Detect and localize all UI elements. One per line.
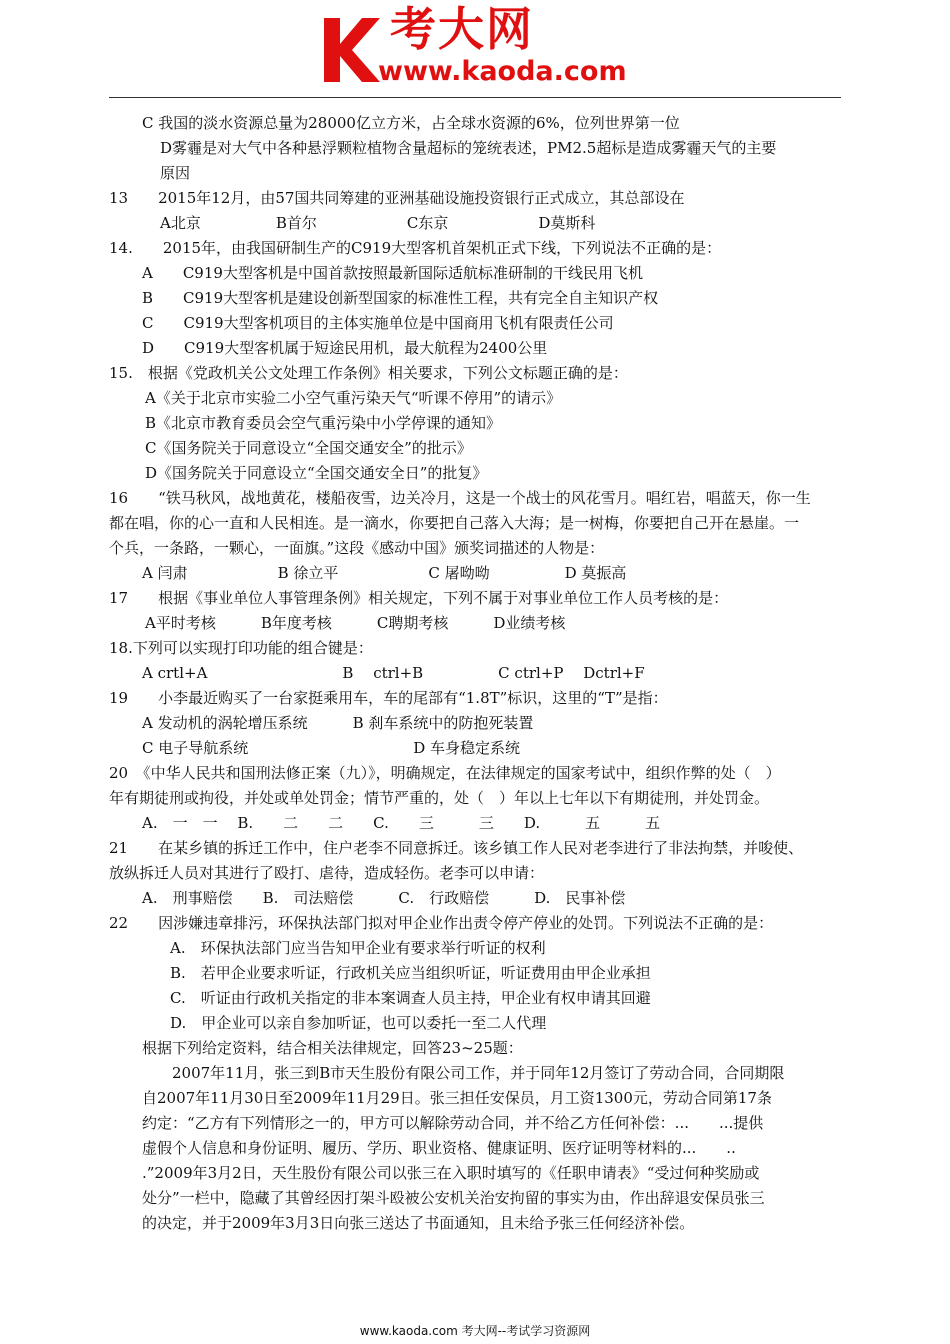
text-line: C 我国的淡水资源总量为28000亿立方米，占全球水资源的6%，位列世界第一位 xyxy=(142,114,680,132)
text-line: 自2007年11月30日至2009年11月29日。张三担任安保员，月工资1300元，劳动合同第17条 xyxy=(142,1089,772,1107)
text-line: 放纵拆迁人员对其进行了殴打、虐待，造成轻伤。老李可以申请： xyxy=(109,864,545,882)
text-line: 16 “铁马秋风，战地黄花，楼船夜雪，边关冷月，这是一个战士的风花雪月。唱红岩，唱蓝天，你一生 xyxy=(109,489,811,507)
page-footer: www.kaoda.com 考大网--考试学习资源网 xyxy=(359,1324,591,1338)
text-line: A 闫肃 B 徐立平 C 屠呦呦 D 莫振高 xyxy=(142,564,627,582)
text-line: A. 刑事赔偿 B. 司法赔偿 C. 行政赔偿 D. 民事补偿 xyxy=(142,889,626,907)
text-line: A北京 B首尔 C东京 D莫斯科 xyxy=(160,214,596,232)
text-line: 19 小李最近购买了一台家挺乘用车，车的尾部有“1.8T”标识，这里的“T”是指： xyxy=(109,689,668,707)
text-line: C. 听证由行政机关指定的非本案调查人员主持，甲企业有权申请其回避 xyxy=(170,989,651,1007)
text-line: 约定：“乙方有下列情形之一的，甲方可以解除劳动合同，并不给乙方任何补偿：... ...提供 xyxy=(142,1114,764,1132)
logo-chinese-name: 考大网 xyxy=(390,2,534,56)
text-line: A. 一 一 B. 二 二 C. 三 三 D. 五 五 xyxy=(142,814,661,832)
text-line: 虚假个人信息和身份证明、履历、学历、职业资格、健康证明、医疗证明等材料的... .. xyxy=(142,1139,736,1157)
text-line: 原因 xyxy=(160,164,191,182)
text-line: A 发动机的涡轮增压系统 B 刹车系统中的防抱死装置 xyxy=(142,714,534,732)
text-line: A. 环保执法部门应当告知甲企业有要求举行听证的权利 xyxy=(170,939,546,957)
text-line: B《北京市教育委员会空气重污染中小学停课的通知》 xyxy=(145,414,502,432)
text-line: C《国务院关于同意设立“全国交通安全”的批示》 xyxy=(145,439,472,457)
text-line: C C919大型客机项目的主体实施单位是中国商用飞机有限责任公司 xyxy=(142,314,614,332)
text-line: 都在唱，你的心一直和人民相连。是一滴水，你要把自己落入大海；是一树梅，你要把自己开在悬崖。一 xyxy=(109,514,800,532)
text-line: 个兵，一条路，一颗心，一面旗。”这段《感动中国》颁奖词描述的人物是： xyxy=(109,539,605,557)
text-line: D《国务院关于同意设立“全国交通安全日”的批复》 xyxy=(145,464,488,482)
text-line: C 电子导航系统 D 车身稳定系统 xyxy=(142,739,521,757)
text-line: 年有期徒刑或拘役，并处或单处罚金；情节严重的，处（ ）年以上七年以下有期徒刑，并处罚金。 xyxy=(109,789,770,807)
text-line: B. 若甲企业要求听证，行政机关应当组织听证，听证费用由甲企业承担 xyxy=(170,964,651,982)
page-header xyxy=(0,0,950,100)
text-line: A C919大型客机是中国首款按照最新国际适航标准研制的干线民用飞机 xyxy=(142,264,643,282)
text-line: 20 《中华人民共和国刑法修正案（九）》，明确规定，在法律规定的国家考试中，组织作弊的处（ ） xyxy=(109,764,781,782)
text-line: 处分”一栏中，隐藏了其曾经因打架斗殴被公安机关治安拘留的事实为由，作出辞退安保员张三 xyxy=(142,1189,765,1207)
kaoda-logo-icon xyxy=(318,14,382,86)
text-line: 17 根据《事业单位人事管理条例》相关规定，下列不属于对事业单位工作人员考核的是： xyxy=(109,589,729,607)
header-divider xyxy=(109,97,841,98)
text-line: 22 因涉嫌违章排污，环保执法部门拟对甲企业作出责令停产停业的处罚。下列说法不正确的是： xyxy=(109,914,774,932)
text-line: 根据下列给定资料，结合相关法律规定，回答23~25题： xyxy=(142,1039,523,1057)
logo-url: www.kaoda.com xyxy=(378,56,627,87)
text-line: D C919大型客机属于短途民用机，最大航程为2400公里 xyxy=(142,339,548,357)
text-line: A crtl+A B ctrl+B C ctrl+P Dctrl+F xyxy=(142,664,645,682)
text-line: 18.下列可以实现打印功能的组合键是： xyxy=(109,639,373,657)
text-line: 14. 2015年，由我国研制生产的C919大型客机首架机正式下线，下列说法不正确的是： xyxy=(109,239,722,257)
text-line: D雾霾是对大气中各种悬浮颗粒植物含量超标的笼统表述，PM2.5超标是造成雾霾天气的主要 xyxy=(160,139,777,157)
text-line: 13 2015年12月，由57国共同筹建的亚洲基础设施投资银行正式成立，其总部设在 xyxy=(109,189,685,207)
text-line: D. 甲企业可以亲自参加听证，也可以委托一至二人代理 xyxy=(170,1014,547,1032)
text-line: .”2009年3月2日，天生股份有限公司以张三在入职时填写的《任职申请表》“受过何种奖励或 xyxy=(142,1164,760,1182)
text-line: 的决定，并于2009年3月3日向张三送达了书面通知，且未给予张三任何经济补偿。 xyxy=(142,1214,695,1232)
text-line: A《关于北京市实验二小空气重污染天气“听课不停用”的请示》 xyxy=(145,389,562,407)
text-line: 21 在某乡镇的拆迁工作中，住户老李不同意拆迁。该乡镇工作人民对老李进行了非法拘禁，并唆使、 xyxy=(109,839,804,857)
text-line: A平时考核 B年度考核 C聘期考核 D业绩考核 xyxy=(145,614,566,632)
text-line: 2007年11月，张三到B市天生股份有限公司工作，并于同年12月签订了劳动合同，合同期限 xyxy=(172,1064,785,1082)
text-line: B C919大型客机是建设创新型国家的标准性工程，共有完全自主知识产权 xyxy=(142,289,659,307)
text-line: 15. 根据《党政机关公文处理工作条例》相关要求，下列公文标题正确的是： xyxy=(109,364,628,382)
